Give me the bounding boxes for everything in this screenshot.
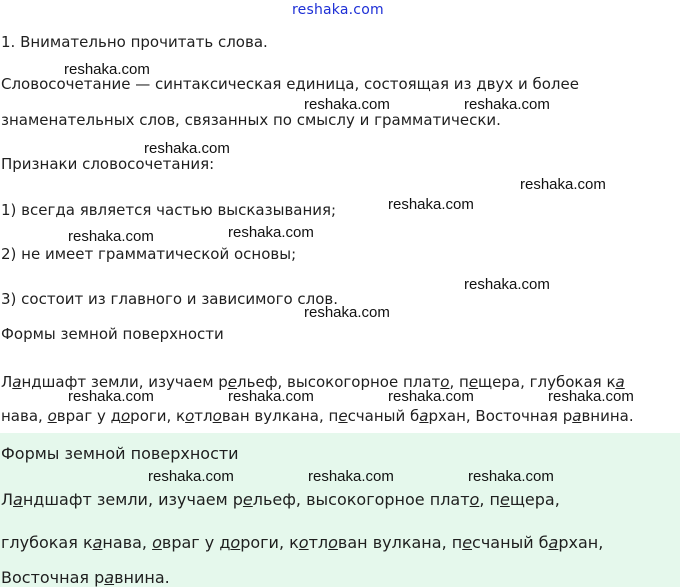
marked-vowel: а (13, 490, 23, 509)
marked-vowel: е (242, 490, 253, 509)
sign-item-3: 3) состоит из главного и зависимого слов. (1, 290, 339, 308)
text-segment: счаный б (472, 533, 549, 552)
signs-title: Признаки словосочетания: (1, 155, 215, 173)
watermark: reshaka.com (388, 388, 474, 405)
watermark: reshaka.com (468, 468, 554, 485)
marked-vowel: е (338, 407, 348, 425)
watermark: reshaka.com (228, 224, 314, 241)
text-segment: роги, к (240, 533, 299, 552)
text-segment: ван вулкана, п (337, 533, 463, 552)
sign-item-2: 2) не имеет грамматической основы; (1, 245, 297, 263)
marked-vowel: а (548, 533, 559, 552)
watermark: reshaka.com (64, 61, 150, 78)
watermark: reshaka.com (388, 196, 474, 213)
watermark: reshaka.com (304, 96, 390, 113)
definition-line-1: Словосочетание — синтаксическая единица, состоящая из двух и более (1, 75, 579, 93)
marked-vowel: а (572, 407, 582, 425)
marked-vowel: о (47, 407, 57, 425)
answer-text-line-1 (1, 490, 560, 510)
watermark: reshaka.com (304, 304, 390, 321)
text-segment: льеф, высокогорное плат (237, 373, 441, 391)
marked-vowel: о (469, 490, 480, 509)
marked-vowel: о (298, 533, 309, 552)
text-segment: тл (308, 533, 329, 552)
marked-vowel: о (328, 533, 338, 552)
marked-vowel: о (212, 407, 222, 425)
text-segment: ндшафт земли, изучаем р (21, 373, 228, 391)
text-segment: , п (449, 373, 469, 391)
sign-item-1: 1) всегда является частью высказывания; (1, 201, 337, 219)
task-heading: 1. Внимательно прочитать слова. (1, 33, 268, 51)
marked-vowel: а (615, 373, 625, 391)
marked-vowel: е (499, 490, 510, 509)
answer-text-line-2 (1, 533, 603, 553)
marked-vowel: о (152, 533, 162, 552)
text-segment: , п (479, 490, 500, 509)
text-segment: тл (194, 407, 213, 425)
text-segment: Л (1, 490, 14, 509)
text-segment: Л (1, 373, 13, 391)
marked-vowel: а (419, 407, 429, 425)
text-segment: Восточная р (1, 568, 105, 587)
text-segment: враг у д (56, 407, 121, 425)
marked-vowel: а (104, 568, 115, 587)
text-segment: нава, (102, 533, 153, 552)
watermark: reshaka.com (228, 388, 314, 405)
watermark: reshaka.com (464, 96, 550, 113)
marked-vowel: о (230, 533, 241, 552)
text-segment: рхан, Восточная р (428, 407, 573, 425)
watermark: reshaka.com (520, 176, 606, 193)
marked-vowel: о (120, 407, 131, 425)
marked-vowel: е (462, 533, 473, 552)
text-segment: счаный б (347, 407, 420, 425)
answer-text-line-3 (1, 568, 170, 588)
watermark: reshaka.com (308, 468, 394, 485)
watermark: reshaka.com (144, 140, 230, 157)
text-segment: глубокая к (1, 533, 93, 552)
answer-title: Формы земной поверхности (1, 444, 239, 463)
watermark: reshaka.com (148, 468, 234, 485)
header-watermark: reshaka.com (292, 2, 384, 18)
marked-vowel: е (227, 373, 238, 391)
text-segment: внина. (581, 407, 634, 425)
text-segment: роги, к (130, 407, 186, 425)
text-segment: щера, (509, 490, 560, 509)
watermark: reshaka.com (68, 388, 154, 405)
text-segment: льеф, высокогорное плат (252, 490, 470, 509)
upper-text-line-2 (1, 406, 634, 426)
marked-vowel: а (92, 533, 103, 552)
text-segment: ван вулкана, п (221, 407, 339, 425)
marked-vowel: е (468, 373, 479, 391)
upper-section-title: Формы земной поверхности (1, 325, 224, 343)
marked-vowel: а (12, 373, 22, 391)
definition-line-2: знаменательных слов, связанных по смыслу и грамматически. (1, 111, 501, 129)
watermark: reshaka.com (548, 388, 634, 405)
text-segment: рхан, (558, 533, 604, 552)
text-segment: нава, (1, 407, 48, 425)
marked-vowel: о (440, 373, 450, 391)
text-segment: внина. (114, 568, 170, 587)
text-segment: щера, глубокая к (478, 373, 616, 391)
text-segment: ндшафт земли, изучаем р (22, 490, 243, 509)
watermark: reshaka.com (68, 228, 154, 245)
marked-vowel: о (185, 407, 195, 425)
text-segment: враг у д (161, 533, 231, 552)
watermark: reshaka.com (464, 276, 550, 293)
